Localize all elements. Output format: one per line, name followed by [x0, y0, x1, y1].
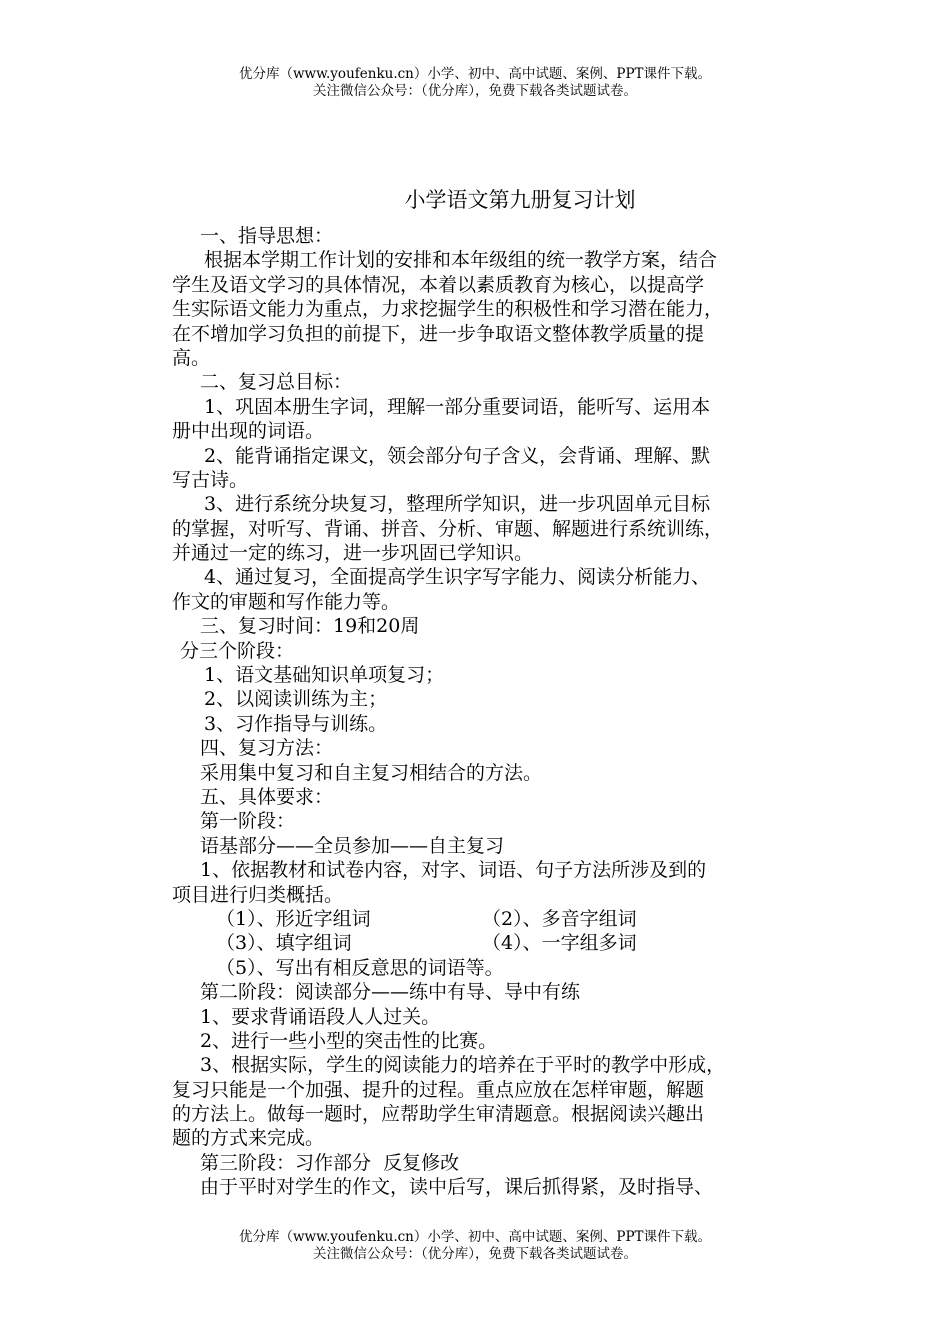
section-heading: 三、复习时间：19和20周: [200, 615, 420, 638]
list-item: 3、根据实际，学生的阅读能力的培养在于平时的教学中形成，: [200, 1054, 726, 1077]
list-item: 1、语文基础知识单项复习；: [204, 664, 445, 687]
paragraph-line: 题的方式来完成。: [172, 1127, 325, 1150]
paragraph-line: 并通过一定的练习，进一步巩固已学知识。: [172, 542, 534, 565]
paragraph-line: 由于平时对学生的作文，读中后写，课后抓得紧，及时指导、: [200, 1176, 714, 1199]
paragraph-line: 写古诗。: [172, 468, 249, 491]
list-item: 3、习作指导与训练。: [204, 712, 388, 735]
paragraph-line: 语基部分——全员参加——自主复习: [200, 834, 505, 857]
paragraph-line: 高。: [172, 346, 211, 369]
sub-item: （4）、一字组多词: [482, 932, 637, 955]
paragraph-line: 的方法上。做每一题时，应帮助学生审清题意。根据阅读兴趣出: [172, 1103, 705, 1126]
footer-line-1: 优分库（www.youfenku.cn）小学、初中、高中试题、案例、PPT课件下载。: [238, 1229, 712, 1245]
list-item: 4、通过复习，全面提高学生识字写字能力、阅读分析能力、: [204, 566, 711, 589]
page-header: [0, 66, 950, 100]
footer-line-2: 关注微信公众号：（优分库），免费下载各类试题试卷。: [313, 1246, 637, 1262]
header-line-2: 关注微信公众号：（优分库），免费下载各类试题试卷。: [313, 83, 637, 99]
paragraph-line: 分三个阶段：: [180, 639, 295, 662]
paragraph-line: 作文的审题和写作能力等。: [172, 590, 401, 613]
paragraph-line: 采用集中复习和自主复习相结合的方法。: [200, 761, 543, 784]
document-body: [172, 224, 832, 1200]
list-item: 1、要求背诵语段人人过关。: [200, 1005, 441, 1028]
sub-item: （3）、填字组词: [216, 932, 352, 955]
paragraph-line: 册中出现的词语。: [172, 420, 325, 443]
paragraph-line: 学生及语文学习的具体情况，本着以素质教育为核心，以提高学: [172, 273, 705, 296]
stage-heading: 第一阶段：: [200, 810, 296, 833]
paragraph-line: 的掌握，对听写、背诵、拼音、分析、审题、解题进行系统训练，: [172, 517, 724, 540]
paragraph-line: 在不增加学习负担的前提下，进一步争取语文整体教学质量的提: [172, 322, 705, 345]
list-item: 2、进行一些小型的突击性的比赛。: [200, 1029, 498, 1052]
list-item: 1、巩固本册生字词，理解一部分重要词语，能听写、运用本: [204, 395, 711, 418]
list-item: 3、进行系统分块复习，整理所学知识，进一步巩固单元目标: [204, 493, 711, 516]
sub-item: （5）、写出有相反意思的词语等。: [216, 956, 504, 979]
header-line-1: 优分库（www.youfenku.cn）小学、初中、高中试题、案例、PPT课件下载。: [238, 66, 712, 82]
sub-item-row: [172, 907, 832, 931]
sub-item: （1）、形近字组词: [216, 907, 371, 930]
stage-heading: 第三阶段：习作部分 反复修改: [200, 1151, 460, 1174]
paragraph-line: 生实际语文能力为重点，力求挖掘学生的积极性和学习潜在能力，: [172, 298, 724, 321]
list-item: 2、以阅读训练为主；: [204, 688, 388, 711]
stage-heading: 第二阶段：阅读部分——练中有导、导中有练: [200, 981, 581, 1004]
sub-item: （2）、多音字组词: [482, 907, 637, 930]
list-item: 1、依据教材和试卷内容，对字、词语、句子方法所涉及到的: [200, 859, 707, 882]
section-heading: 二、复习总目标：: [200, 371, 353, 394]
page-footer: [0, 1229, 950, 1263]
document-title: 小学语文第九册复习计划: [404, 188, 636, 212]
paragraph-line: 根据本学期工作计划的安排和本年级组的统一教学方案，结合: [204, 249, 718, 272]
sub-item-row: [172, 931, 832, 955]
section-heading: 五、具体要求：: [200, 785, 334, 808]
paragraph-line: 复习只能是一个加强、提升的过程。重点应放在怎样审题，解题: [172, 1078, 705, 1101]
section-heading: 一、指导思想：: [200, 225, 334, 247]
list-item: 2、能背诵指定课文，领会部分句子含义，会背诵、理解、默: [204, 444, 711, 467]
paragraph-line: 项目进行归类概括。: [172, 883, 344, 906]
section-heading: 四、复习方法：: [200, 737, 334, 760]
